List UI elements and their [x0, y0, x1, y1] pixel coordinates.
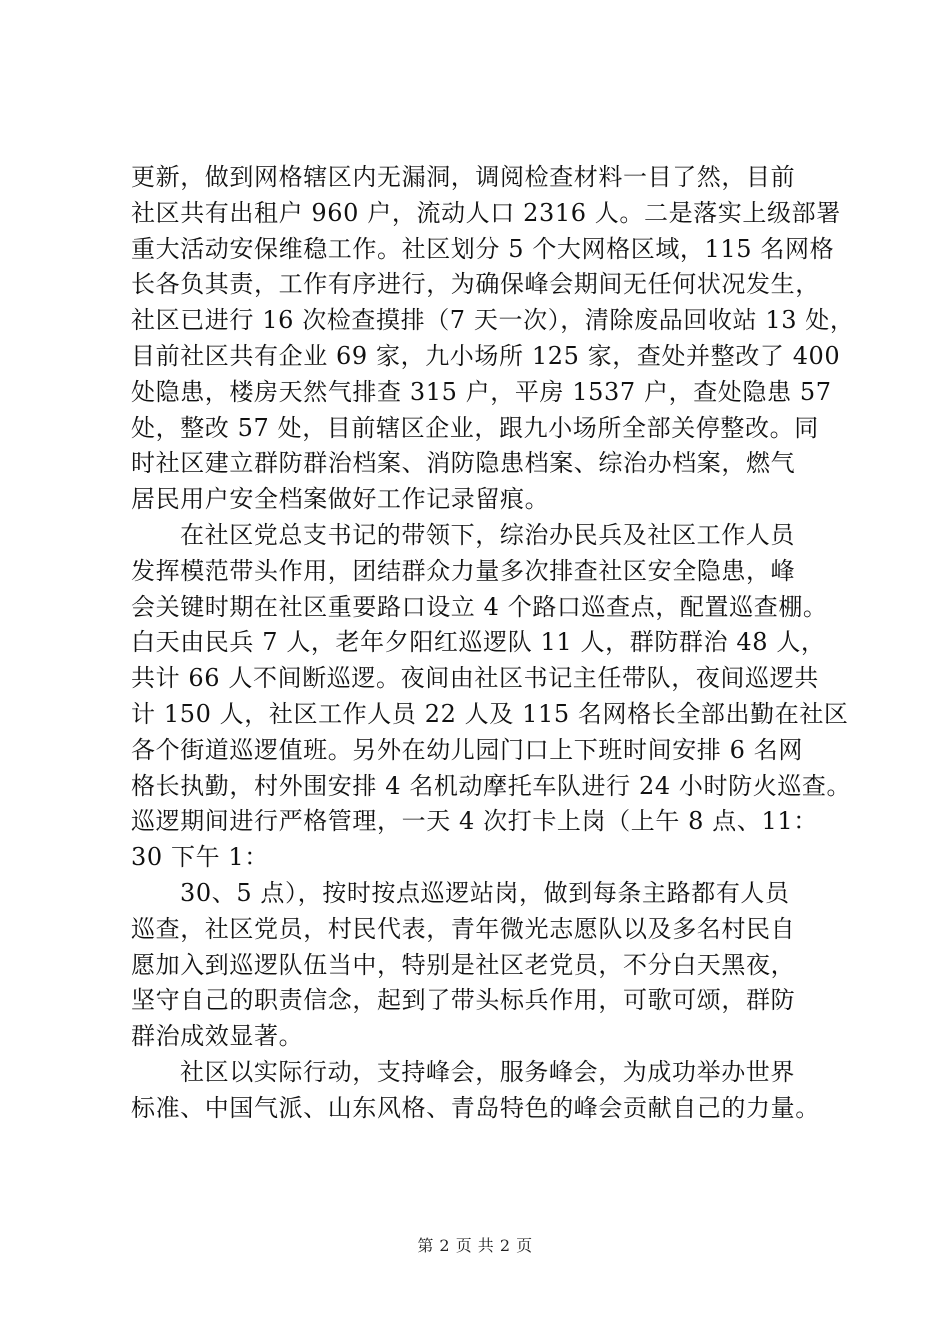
text-line: 重大活动安保维稳工作。社区划分 5 个大网格区域，115 名网格 [131, 234, 835, 263]
text-line: 标准、中国气派、山东风格、青岛特色的峰会贡献自己的力量。 [131, 1093, 820, 1122]
text-line: 目前社区共有企业 69 家，九小场所 125 家，查处并整改了 400 [131, 341, 841, 370]
text-line: 社区已进行 16 次检查摸排（7 天一次），清除废品回收站 13 处， [131, 306, 855, 335]
text-line: 时社区建立群防群治档案、消防隐患档案、综治办档案，燃气 [131, 449, 796, 478]
text-line: 计 150 人，社区工作人员 22 人及 115 名网格长全部出勤在社区 [131, 699, 849, 728]
text-line: 更新，做到网格辖区内无漏洞，调阅检查材料一目了然，目前 [131, 163, 796, 191]
text-line: 共计 66 人不间断巡逻。夜间由社区书记主任带队，夜间巡逻共 [131, 664, 819, 693]
text-line: 白天由民兵 7 人，老年夕阳红巡逻队 11 人，群防群治 48 人， [131, 628, 826, 657]
text-line: 发挥模范带头作用，团结群众力量多次排查社区安全隐患，峰 [131, 556, 796, 585]
paragraph-start-line: 在社区党总支书记的带领下，综治办民兵及社区工作人员 [180, 520, 795, 549]
text-line: 社区共有出租户 960 户，流动人口 2316 人。二是落实上级部署 [131, 198, 841, 227]
text-line: 愿加入到巡逻队伍当中，特别是社区老党员，不分白天黑夜， [131, 950, 796, 979]
document-body [131, 160, 855, 1127]
paragraph-start-line: 社区以实际行动，支持峰会，服务峰会，为成功举办世界 [180, 1057, 795, 1086]
page-number-footer: 第 2 页 共 2 页 [417, 1236, 533, 1255]
text-line: 群治成效显著。 [131, 1022, 304, 1051]
text-line: 处隐患，楼房天然气排查 315 户，平房 1537 户，查处隐患 57 [131, 377, 832, 406]
text-line: 巡逻期间进行严格管理，一天 4 次打卡上岗（上午 8 点、11： [131, 807, 818, 836]
text-line: 各个街道巡逻值班。另外在幼儿园门口上下班时间安排 6 名网 [131, 735, 803, 764]
text-line: 坚守自己的职责信念，起到了带头标兵作用，可歌可颂，群防 [131, 986, 796, 1015]
text-line: 格长执勤，村外围安排 4 名机动摩托车队进行 24 小时防火巡查。 [131, 771, 852, 800]
text-line: 会关键时期在社区重要路口设立 4 个路口巡查点，配置巡查棚。 [131, 592, 828, 621]
text-line: 处，整改 57 处，目前辖区企业，跟九小场所全部关停整改。同 [131, 413, 819, 442]
paragraph-start-line: 30、5 点），按时按点巡逻站岗，做到每条主路都有人员 [180, 878, 790, 907]
text-line: 巡查，社区党员，村民代表，青年微光志愿队以及多名村民自 [131, 914, 796, 943]
text-line: 长各负其责，工作有序进行，为确保峰会期间无任何状况发生， [131, 270, 820, 299]
text-line: 居民用户安全档案做好工作记录留痕。 [131, 485, 550, 514]
text-line: 30 下午 1： [131, 843, 269, 872]
